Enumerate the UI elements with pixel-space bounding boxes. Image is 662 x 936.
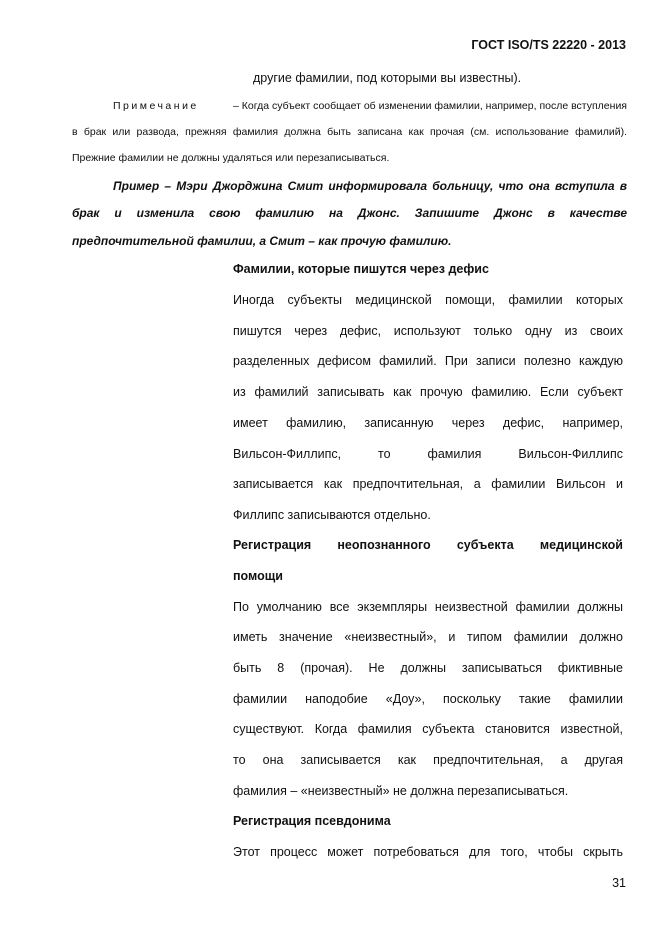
section1-line: разделенных дефисом фамилий. При записи полезно каждую [233,354,623,368]
section-heading-hyphenated: Фамилии, которые пишутся через дефис [233,262,489,276]
note-line-1: – Когда субъект сообщает об изменении фамилии, например, после вступления [233,100,627,112]
note-first-line [113,100,627,112]
section2-line: существуют. Когда фамилия субъекта становится известной, [233,722,623,736]
note-line-2: в брак или развода, прежняя фамилия должна быть записана как прочая (см. использование фамилий). [72,126,627,138]
note-line-3: Прежние фамилии не должны удаляться или перезаписываться. [72,152,390,164]
section1-line: записывается как предпочтительная, а фамилии Вильсон и [233,477,623,491]
example-line-2: брак и изменила свою фамилию на Джонс. Запишите Джонс в качестве [72,206,627,220]
section2-line: По умолчанию все экземпляры неизвестной фамилии должны [233,600,623,614]
section1-line: Вильсон-Филлипс, то фамилия Вильсон-Филлипс [233,447,623,461]
intro-line: другие фамилии, под которыми вы известны). [253,71,522,85]
section3-line: Этот процесс может потребоваться для того, чтобы скрыть [233,845,623,859]
section1-line: имеет фамилию, записанную через дефис, например, [233,416,623,430]
section1-line: пишутся через дефис, используют только одну из своих [233,324,623,338]
section2-line: фамилии наподобие «Доу», поскольку такие фамилии [233,692,623,706]
section2-line: иметь значение «неизвестный», и типом фамилии должно [233,630,623,644]
section-heading-pseudonym: Регистрация псевдонима [233,814,391,828]
section2-line: то она записывается как предпочтительная, а другая [233,753,623,767]
example-line-1: Пример – Мэри Джорджина Смит информировала больницу, что она вступила в [113,179,627,193]
section-heading-unidentified-cont: помощи [233,569,283,583]
section-heading-unidentified: Регистрация неопознанного субъекта медицинской [233,538,623,552]
note-label: Примечание [113,100,199,112]
section1-line: Иногда субъекты медицинской помощи, фамилии которых [233,293,623,307]
section2-line: быть 8 (прочая). Не должны записываться фиктивные [233,661,623,675]
document-header: ГОСТ ISO/TS 22220 - 2013 [471,38,626,52]
section1-line: Филлипс записываются отдельно. [233,508,431,522]
section2-line: фамилия – «неизвестный» не должна перезаписываться. [233,784,569,798]
page-number: 31 [612,876,626,890]
section1-line: из фамилий записывать как прочую фамилию. Если субъект [233,385,623,399]
example-line-3: предпочтительной фамилии, а Смит – как прочую фамилию. [72,234,452,248]
